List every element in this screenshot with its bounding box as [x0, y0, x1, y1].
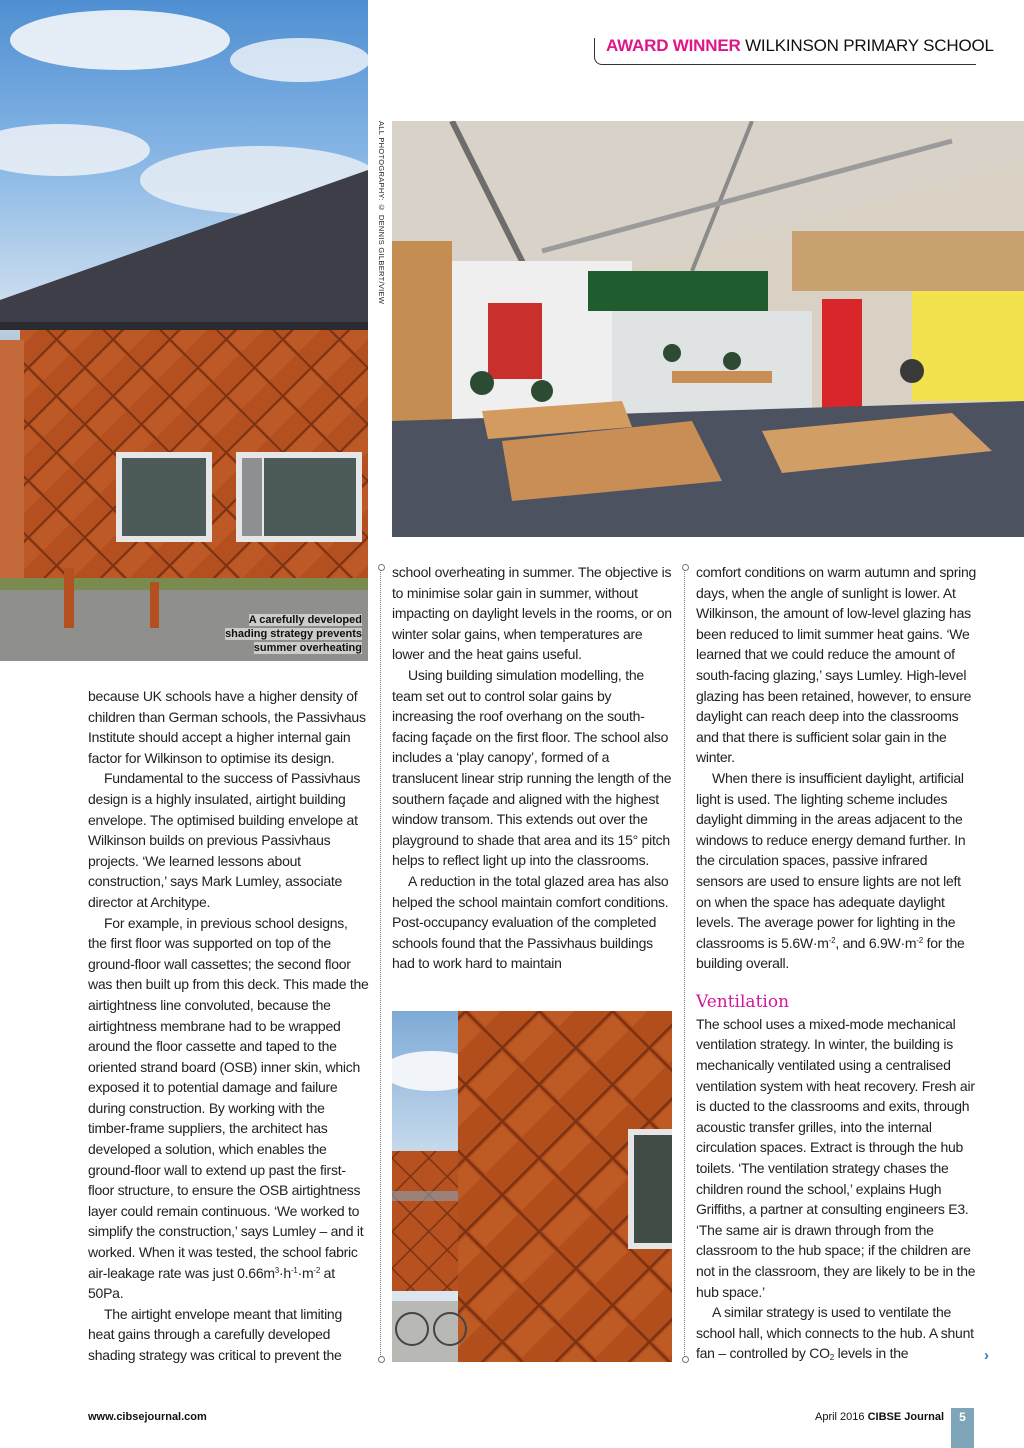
col2-paragraph-2: Using building simulation modelling, the team set out to control solar gains by increasing the roof overhang on the south-facing façade on the first floor. The school also includes a ‘play canopy’, formed of a translucent linear strip running the length of the southern façade and aligned with the highest window transom. This extends out over the playground to shade that area and its 15° pitch helps to reflect light up into the classrooms. [392, 666, 672, 869]
column-divider [684, 566, 685, 1361]
caption-line-3: summer overheating [253, 642, 362, 654]
photo-credit: ALL PHOTOGRAPHY: © DENNIS GILBERT/VIEW [377, 121, 386, 305]
unit-text: , and 6.9W·m [835, 934, 917, 951]
superscript: 3 [274, 1265, 279, 1275]
building-exterior-photo [0, 0, 368, 661]
unit-text: for the building overall. [696, 934, 965, 972]
col3-paragraph-4 [696, 1302, 978, 1364]
superscript: -2 [916, 935, 923, 945]
col3-paragraph-1: comfort conditions on warm autumn and spring days, when the angle of sunlight is lower. At Wilkinson, the amount of low-level glazing has been reduced to limit summer heat gains. ‘We learned that we could reduce the amount of south-facing glazing,’ says Lumley. High-level glazing has been retained, however, to ensure daylight can reach deep into the classrooms and that there is sufficient solar gain in the winter. [696, 564, 977, 766]
col3-paragraph-3: The school uses a mixed-mode mechanical ventilation strategy. In winter, the building is mechanically ventilated using a centralised ventilation system with heat recovery. Fresh air is ducted to the classrooms and exits, through acoustic transfer grilles, into the internal circulation spaces. Extract is through the hub toilets. ‘The ventilation strategy chases the children round the school,’ explains Hugh Griffiths, a partner at consulting engineers E3. ‘The same air is drawn through from the classroom to the hub space; if the children are not in the classroom, they are likely to be in the hub space.’ [696, 1015, 976, 1300]
superscript: -2 [828, 935, 836, 945]
superscript: -1 [290, 1265, 298, 1275]
col1-paragraph-1: because UK schools have a higher density of children than German schools, the Passivhaus Institute should accept a higher internal gain factor for Wilkinson to optimise its design. [88, 688, 366, 766]
col1-paragraph-2: Fundamental to the success of Passivhaus design is a highly insulated, airtight building envelope. The optimised building envelope at Wilkinson builds on previous Passivhaus projects. ‘We learned lessons about construction,’ says Mark Lumley, associate director at Architype. [88, 770, 361, 910]
continue-arrow-icon: › [984, 1347, 989, 1364]
col2-paragraph-3: A reduction in the total glazed area has also helped the school maintain comfort conditions. Post-occupancy evaluation of the completed schools found that the Passivhaus buildings had to work hard to maintain [392, 872, 669, 972]
footer-issue [815, 1411, 944, 1423]
text-column-2 [392, 562, 674, 974]
col1-paragraph-3 [88, 913, 370, 1304]
header-tag: AWARD WINNER [606, 36, 741, 55]
superscript: -2 [313, 1265, 321, 1275]
running-header [606, 36, 994, 56]
text-column-1 [88, 686, 370, 1366]
col2-paragraph-1: school overheating in summer. The objective is to minimise solar gain in summer, without impacting on daylight levels in the rooms, or on winter solar gains, when temperatures are lower and the heat gains useful. [392, 564, 672, 663]
header-title: WILKINSON PRIMARY SCHOOL [745, 36, 994, 55]
section-heading-ventilation: Ventilation [696, 991, 790, 1012]
caption-line-1: A carefully developed [248, 614, 362, 626]
col3-p4-text: A similar strategy is used to ventilate the school hall, which connects to the hub. A shunt fan – controlled by CO [696, 1304, 974, 1362]
unit-text: ·h [279, 1264, 291, 1281]
col1-p3-text: For example, in previous school designs, the first floor was supported on top of the ground-floor wall cassettes; the second floor was then built up from this deck. This made the airtightness line convoluted, because the airtightness membrane had to be wrapped around the floor cassette and taped to the oriented strand board (OSB) inner skin, which exposed it to potential damage and failure during construction. By working with the timber-frame suppliers, the architect has developed a solution, which enables the ground-floor wall to extend up past the first-floor structure, to ensure the OSB airtightness layer could remain continuous. ‘We worked to simplify the construction,’ says Lumley – and it worked. When it was tested, the school fabric air-leakage rate was just 0.66m [88, 914, 369, 1281]
unit-text: ·m [297, 1264, 314, 1281]
unit-text: at 50Pa. [88, 1264, 335, 1302]
footer-url[interactable]: www.cibsejournal.com [88, 1411, 207, 1423]
col3-p2-text: When there is insufficient daylight, artificial light is used. The lighting scheme includes daylight dimming in the areas adjacent to the windows to reduce energy demand further. In the circulation spaces, passive infrared sensors are used to ensure lights are not left on when the space has adequate daylight levels. The average power for lighting in the classrooms is 5.6W·m [696, 769, 966, 951]
cladding-detail-photo [392, 1011, 672, 1362]
page-number: 5 [959, 1410, 966, 1424]
col3-paragraph-2 [696, 768, 978, 974]
classroom-interior-photo [392, 121, 1024, 537]
text-column-3 [696, 562, 978, 1364]
photo-caption [212, 613, 362, 655]
col1-paragraph-4: The airtight envelope meant that limiting heat gains through a carefully developed shading strategy was critical to prevent the [88, 1305, 342, 1363]
footer-journal: CIBSE Journal [867, 1411, 944, 1423]
col3-p4-end: levels in the [834, 1345, 909, 1362]
subscript: 2 [829, 1353, 834, 1363]
column-divider [380, 566, 381, 1361]
footer-date: April 2016 [814, 1411, 865, 1423]
caption-line-2: shading strategy prevents [225, 628, 362, 640]
